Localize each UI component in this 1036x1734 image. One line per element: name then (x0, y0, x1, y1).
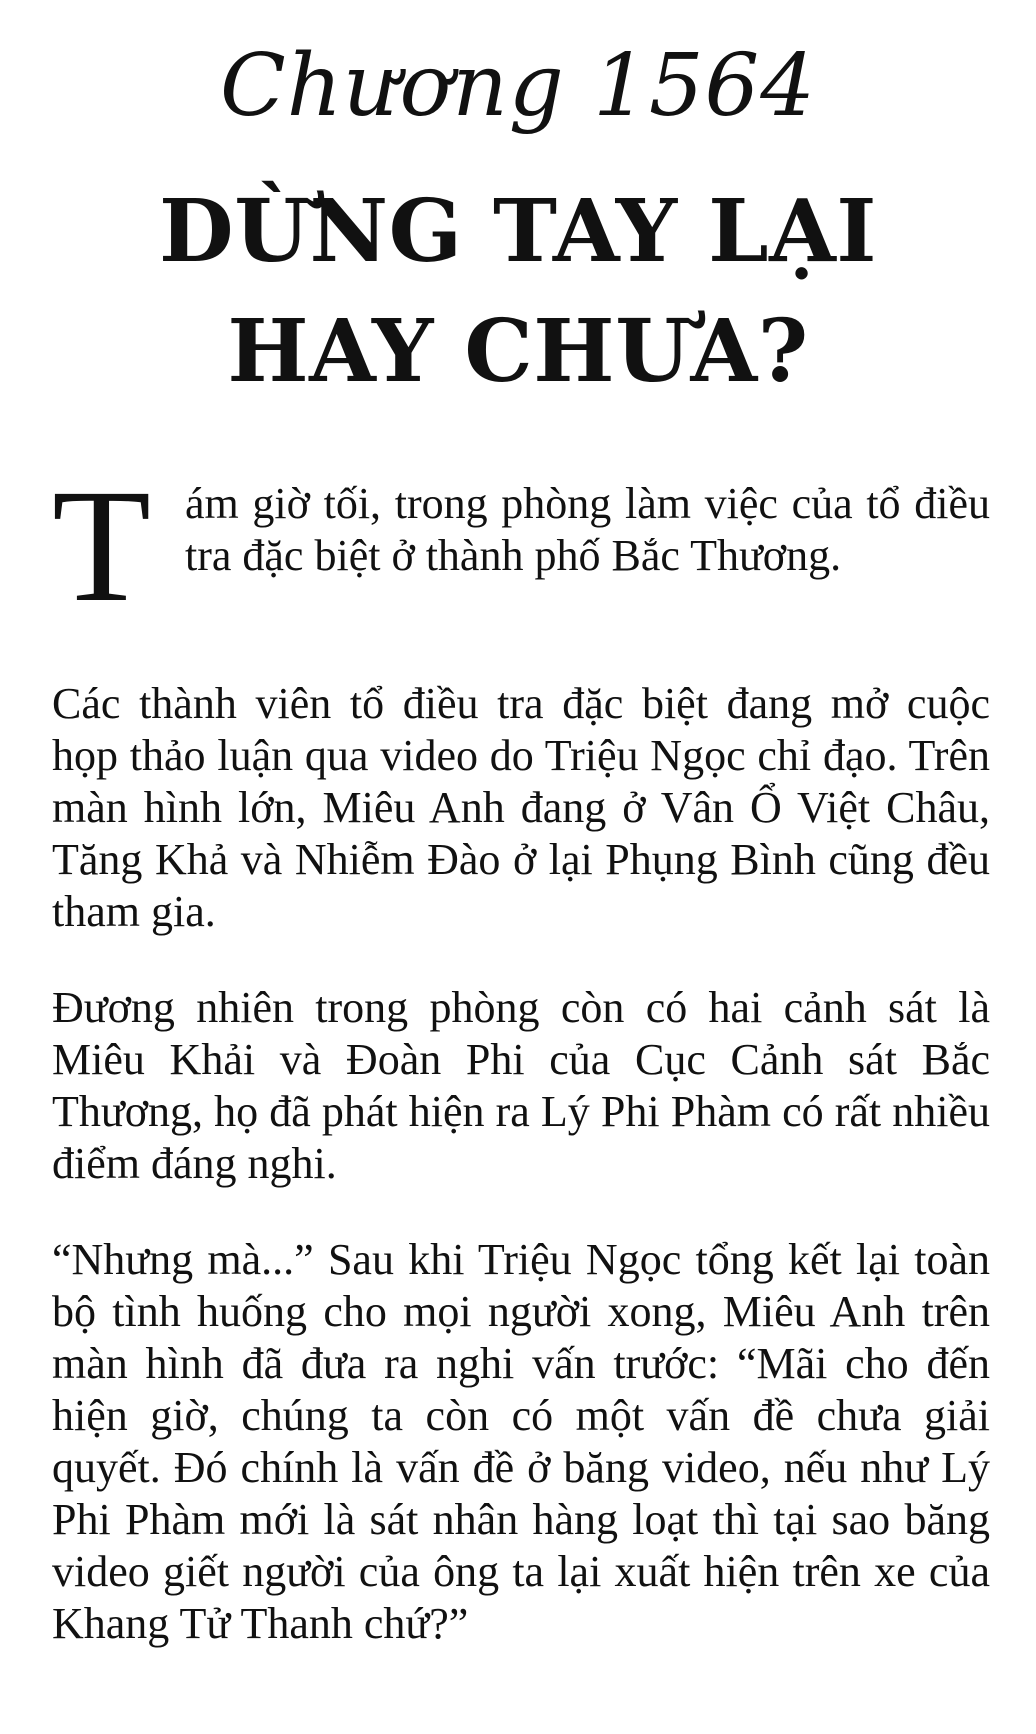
paragraph-4: “Nhưng mà...” Sau khi Triệu Ngọc tổng kết lại toàn bộ tình huống cho mọi người xong, Miêu Anh trên màn hình đã đưa ra nghi vấn trước: “Mãi cho đến hiện giờ, chúng ta còn có một vấn đề chưa giải quyết. Đó chính là vấn đề ở băng video, nếu như Lý Phi Phàm mới là sát nhân hàng loạt thì tại sao băng video giết người của ông ta lại xuất hiện trên xe của Khang Tử Thanh chứ?” (52, 1235, 990, 1648)
chapter-number: Chương 1564 (220, 36, 816, 136)
paragraph-1 (52, 457, 990, 636)
chapter-title: DỪNG TAY LẠI HAY CHƯA? (158, 181, 878, 402)
paragraph-3: Đương nhiên trong phòng còn có hai cảnh sát là Miêu Khải và Đoàn Phi của Cục Cảnh sát Bắc Thương, họ đã phát hiện ra Lý Phi Phàm có rất nhiều điểm đáng nghi. (52, 983, 990, 1188)
drop-cap: T (52, 457, 151, 636)
paragraph-1-text: ám giờ tối, trong phòng làm việc của tổ điều tra đặc biệt ở thành phố Bắc Thương. (185, 479, 990, 580)
paragraph-2: Các thành viên tổ điều tra đặc biệt đang mở cuộc họp thảo luận qua video do Triệu Ngọc chỉ đạo. Trên màn hình lớn, Miêu Anh đang ở Vân Ổ Việt Châu, Tăng Khả và Nhiễm Đào ở lại Phụng Bình cũng đều tham gia. (52, 679, 990, 936)
chapter-body (52, 457, 990, 1694)
